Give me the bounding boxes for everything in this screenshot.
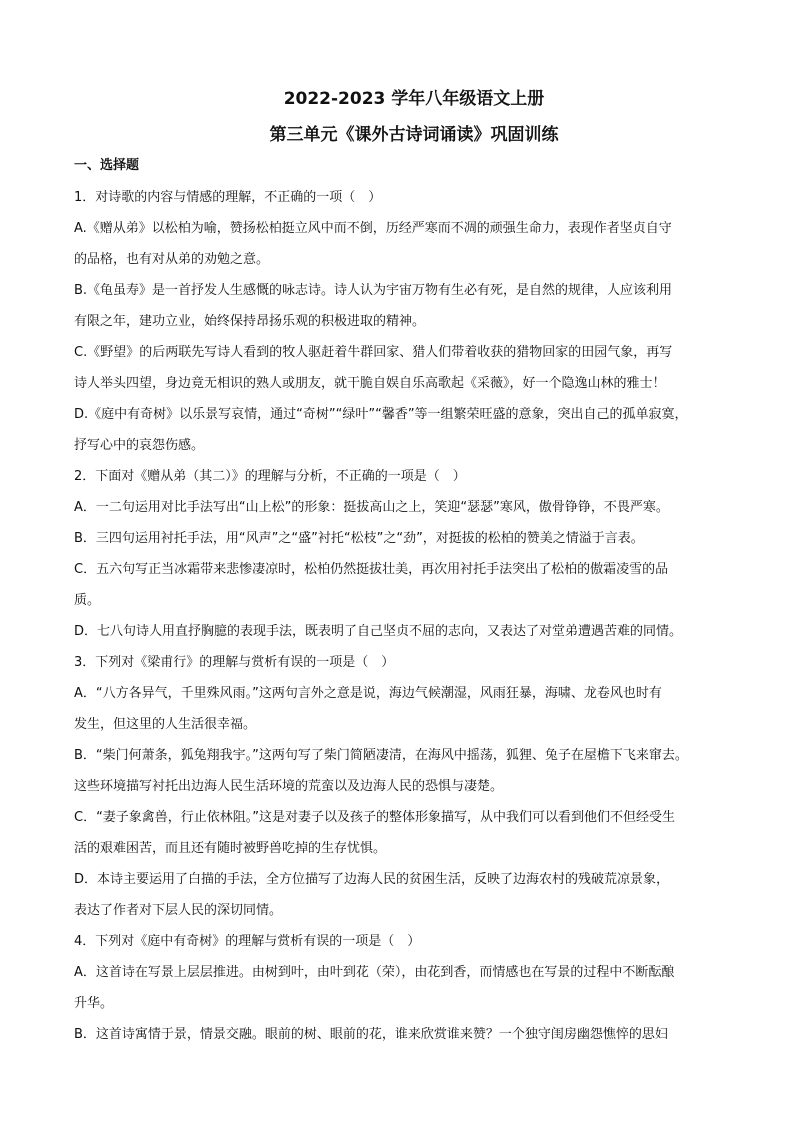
text-line: B．这首诗寓情于景，情景交融。眼前的树、眼前的花，谁来欣赏谁来赞？一个独守闺房幽怨憔悴的思妇 bbox=[74, 1027, 668, 1042]
document-title: 2022-2023 学年八年级语文上册 bbox=[283, 89, 545, 109]
question-body bbox=[74, 182, 754, 1050]
text-line: B．三四句运用衬托手法，用“风声”之“盛”衬托“松枝”之“劲”，对挺拔的松柏的赞美之情溢于言表。 bbox=[74, 531, 644, 546]
text-line: B.《龟虽寿》是一首抒发人生感慨的咏志诗。诗人认为宇宙万物有生必有死，是自然的规律，人应该利用 bbox=[74, 283, 673, 298]
text-line: D.《庭中有奇树》以乐景写哀情，通过“奇树”“绿叶”“馨香”等一组繁荣旺盛的意象，突出自己的孤单寂寞， bbox=[74, 407, 688, 422]
text-line: 2．下面对《赠从弟（其二）》的理解与分析，不正确的一项是（ ） bbox=[74, 469, 466, 484]
text-line: 抒写心中的哀怨伤感。 bbox=[74, 438, 205, 453]
text-line: C．五六句写正当冰霜带来悲惨凄凉时，松柏仍然挺拔壮美，再次用衬托手法突出了松柏的傲霜凌雪的品 bbox=[74, 562, 669, 577]
text-line: A．“八方各异气，千里殊风雨。”这两句言外之意是说，海边气候潮湿，风雨狂暴，海啸、龙卷风也时有 bbox=[74, 686, 662, 701]
text-line: 诗人举头四望，身边竟无相识的熟人或朋友，就干脆自娱自乐高歌起《采薇》，好一个隐逸山林的雅士！ bbox=[74, 376, 666, 391]
text-line: 表达了作者对下层人民的深切同情。 bbox=[74, 903, 283, 918]
text-line: 有限之年，建功立业，始终保持昂扬乐观的积极进取的精神。 bbox=[74, 314, 426, 329]
text-line: 3．下列对《梁甫行》的理解与赏析有误的一项是（ ） bbox=[74, 655, 395, 670]
text-line: D．本诗主要运用了白描的手法，全方位描写了边海人民的贫困生活，反映了边海农村的残破荒凉景象， bbox=[74, 872, 670, 887]
text-line: A．这首诗在写景上层层推进。由树到叶，由叶到花（荣），由花到香，而情感也在写景的过程中不断酝酿 bbox=[74, 965, 675, 980]
text-line: 1．对诗歌的内容与情感的理解，不正确的一项（ ） bbox=[74, 190, 382, 205]
document-subtitle: 第三单元《课外古诗词诵读》巩固训练 bbox=[269, 125, 559, 145]
text-line: 的品格，也有对从弟的劝勉之意。 bbox=[74, 252, 270, 267]
text-line: D．七八句诗人用直抒胸臆的表现手法，既表明了自己坚贞不屈的志向，又表达了对堂弟遭遇苦难的同情。 bbox=[74, 624, 683, 639]
text-line: C.《野望》的后两联先写诗人看到的牧人驱赶着牛群回家、猎人们带着收获的猎物回家的田园气象，再写 bbox=[74, 345, 673, 360]
section-heading: 一、选择题 bbox=[74, 158, 140, 173]
text-line: 4．下列对《庭中有奇树》的理解与赏析有误的一项是（ ） bbox=[74, 934, 421, 949]
text-line: 发生，但这里的人生活很幸福。 bbox=[74, 717, 257, 732]
text-line: 这些环境描写衬托出边海人民生活环境的荒蛮以及边海人民的恐惧与凄楚。 bbox=[74, 779, 504, 794]
text-line: 质。 bbox=[74, 593, 101, 608]
text-line: B．“柴门何萧条，狐兔翔我宇。”这两句写了柴门简陋凄清，在海风中摇荡，狐狸、兔子在屋檐下飞来窜去。 bbox=[74, 748, 688, 763]
text-line: C．“妻子象禽兽，行止依林阻。”这是对妻子以及孩子的整体形象描写，从中我们可以看到他们不但经受生 bbox=[74, 810, 676, 825]
text-line: 活的艰难困苦，而且还有随时被野兽吃掉的生存忧惧。 bbox=[74, 841, 387, 856]
text-line: A.《赠从弟》以松柏为喻，赞扬松柏挺立风中而不倒，历经严寒而不凋的顽强生命力，表现作者坚贞自守 bbox=[74, 221, 672, 236]
text-line: 升华。 bbox=[74, 996, 114, 1011]
text-line: A．一二句运用对比手法写出“山上松”的形象：挺拔高山之上，笑迎“瑟瑟”寒风，傲骨铮铮，不畏严寒。 bbox=[74, 500, 669, 515]
